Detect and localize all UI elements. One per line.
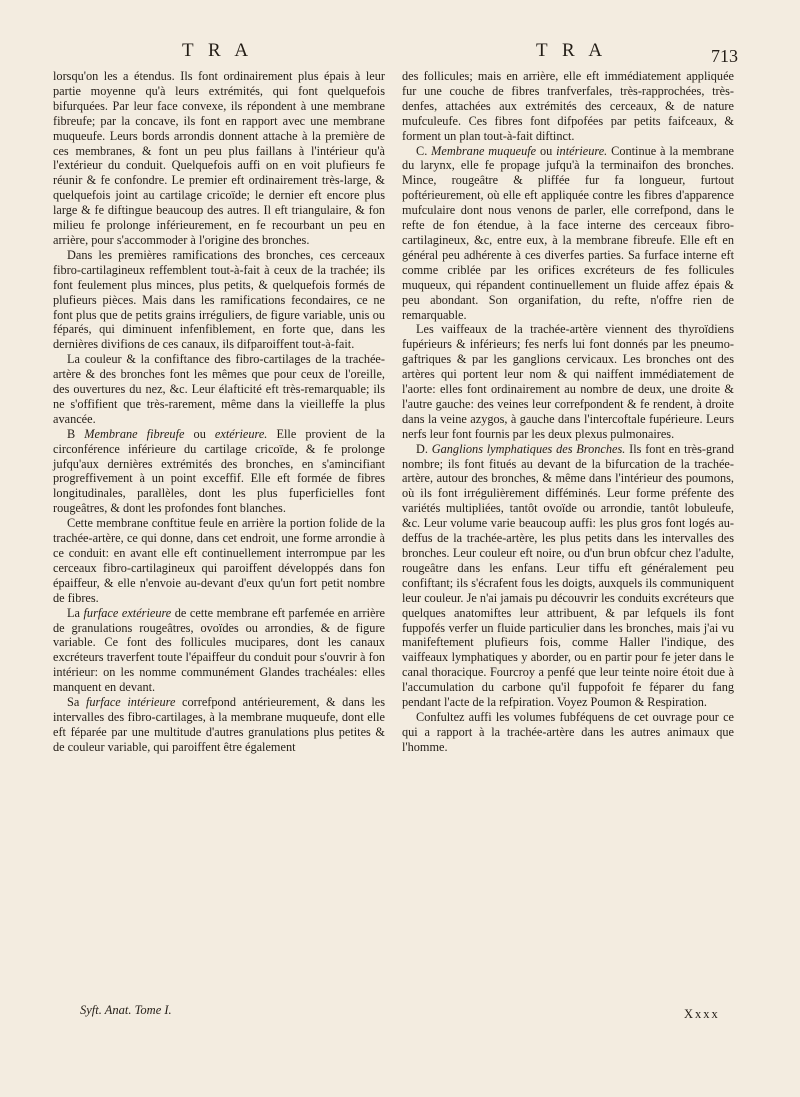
paragraph xyxy=(53,695,385,755)
running-head-left: T R A xyxy=(182,40,254,61)
paragraph-lead: D. xyxy=(416,441,428,456)
signature-mark: Xxxx xyxy=(684,1007,720,1021)
paragraph xyxy=(402,69,734,144)
left-column xyxy=(53,69,385,755)
paragraph-text: lorsqu'on les a étendus. Ils font ordinairement plus épais à leur partie moyenne qu'à leurs extrémités, qui font quelquefois bifurquées. Par leur face convexe, ils répondent à une membrane fibreufe; par la concave, ils font en rapport avec une membrane muqueufe. Leurs bords arrondis donnent attache à la première de ces membranes, & font un peu plus faillans à l'intérieur qu'à l'extérieur du conduit. Quelquefois auffi on en voit plufieurs fe réunir & fe confondre. Le premier eft ordinairement très-large, & quelquefois joint au cartilage cricoïde; le dernier eft encore plus large & fe diftingue beaucoup des autres. Il eft triangulaire, & fon milieu fe prolonge inférieurement, en fe recourbant un peu en arrière, pour s'accommoder à l'origine des bronches. xyxy=(53,69,385,247)
paragraph-text: correfpond antérieurement, & dans les intervalles des fibro-cartilages, à la membrane muqueufe, dont elle eft féparée par une multitude d'autres granulations plus petites & de couleur variable, qui paroiffent être également xyxy=(53,695,385,754)
paragraph-text: Ils font en très-grand nombre; ils font fitués au devant de la bifurcation de la trachée-artère, autour des bronches, & même dans l'intérieur des poumons, où ils font irrégulièrement difféminés. Leur forme préfente des variétés multipliées, tantôt ovoïde ou arrondie, tantôt lobuleufe, &c. Leur volume varie beaucoup auffi: les plus gros font logés au-deffus de la trachée-artère, les plus petits dans les intervalles des bronches. Leur couleur eft noire, ou d'un brun obfcur chez l'adulte, rougeâtre dans les enfans. Leur tiffu eft généralement peu confiftant; ils s'écrafent fous les doigts, auxquels ils communiquent leur couleur. Je n'ai jamais pu découvrir les conduits excréteurs que quelques anatomiftes leur attribuent, & par lefquels ils font fuppofés verfer un fluide particulier dans les bronches, mais j'ai vu manifeftement plufieurs fois, comme Haller l'indique, des vaiffeaux lymphatiques y aborder, ou en partir pour fe jeter dans le canal thoracique. Fourcroy a penfé que leur teinte noire étoit due à l'accumulation du carbone qu'il fuppofoit fe féparer du fang pendant l'acte de la refpiration. Voyez Poumon & Respiration. xyxy=(402,441,734,710)
paragraph-heading-alt: intérieure. xyxy=(556,143,608,158)
paragraph-text: Les vaiffeaux de la trachée-artère viennent des thyroïdiens fupérieurs & inférieurs; fes nerfs lui font donnés par les pneumo-gaftriques & par les ganglions cervicaux. Les bronches ont des artères qui portent leur nom & qui naiffent immédiatement de l'aorte: elles font ordinairement au nombre de deux, une droite & l'autre gauche: des veines leur correfpondent & fe rendent, à droite dans la veine azygos, à gauche dans l'intercoftale fupérieure. Leurs nerfs leur font fournis par les deux plexus pulmonaires. xyxy=(402,322,734,441)
paragraph-text: des follicules; mais en arrière, elle eft immédiatement appliquée fur une couche de fibres tranfverfales, très-rapprochées, très-denfes, attachées aux extrémités des cerceaux, & de nature mufculeufe. Ces fibres font difpofées par petits faifceaux, & forment un plan tout-à-fait diftinct. xyxy=(402,69,734,143)
paragraph xyxy=(53,248,385,352)
paragraph-lead: La xyxy=(67,605,80,620)
paragraph-connector: ou xyxy=(536,143,557,158)
paragraph-text: Cette membrane conftitue feule en arrière la portion folide de la trachée-artère, ce qui donne, dans cet endroit, une forme arrondie à ce conduit: en avant elle eft continuellement interrompue par les cerceaux fibro-cartilagineux qui paroiffent développés dans fon épaiffeur, & elle n'envoie au-devant d'eux qu'un fort petit nombre de fibres. xyxy=(53,516,385,605)
paragraph xyxy=(53,69,385,248)
paragraph-text: La couleur & la confiftance des fibro-cartilages de la trachée-artère & des bronches font les mêmes que pour ceux de l'oreille, des ouvertures du nez, &c. Leur élafticité eft très-remarquable; ils ne s'offifient que très-rarement, même dans la vieilleffe la plus avancée. xyxy=(53,352,385,426)
paragraph xyxy=(402,442,734,710)
paragraph-connector: ou xyxy=(184,426,215,441)
paragraph-heading: Ganglions lymphatiques des Bronches. xyxy=(431,441,626,456)
running-head-right: T R A xyxy=(536,40,608,61)
paragraph-heading: Membrane muqueufe xyxy=(431,143,537,158)
paragraph-text: Continue à la membrane du larynx, elle fe propage jufqu'à la terminaifon des bronches. Mince, rougeâtre & pliffée fur fa longueur, furtout poftérieurement, où elle eft appliquée contre les fibres d'apparence mufculaire dont nous venons de parler, elle correfpond, dans le refte de fon étendue, à la face interne des cerceaux fibro-cartilagineux, &c, entre eux, à la membrane fibreufe. Elle eft en général peu adhérente à ces diverfes parties. Sa furface interne eft comme criblée par les orifices excréteurs de fes follicules muqueux, qui répandent continuellement un fluide affez épais & peu abondant. Son organifation, du refte, n'offre rien de remarquable. xyxy=(402,143,735,322)
right-column xyxy=(402,69,734,755)
paragraph-text: Elle provient de la circonférence inférieure du cartilage cricoïde, & fe prolonge jufqu'aux dernières extrémités des bronches, en s'amincifiant progreffivement à un point exceffif. Elle eft formée de fibres longitudinales, parallèles, dont les plus fuperficielles font rougeâtres, & dont les profondes font blanches. xyxy=(53,426,385,516)
paragraph-lead: B xyxy=(67,426,76,441)
paragraph xyxy=(402,710,734,755)
paragraph xyxy=(402,144,734,323)
paragraph-lead: C. xyxy=(416,143,428,158)
paragraph-text: de cette membrane eft parfemée en arrière de granulations rougeâtres, ovoïdes ou arrondies, & de figure variable. Ce font des follicules mucipares, dont les canaux excréteurs traverfent toute l'épaiffeur du conduit pour s'ouvrir à fon intérieur: on les nomme communément Glandes trachéales: elles manquent en devant. xyxy=(53,605,386,695)
page-number: 713 xyxy=(711,46,738,66)
paragraph xyxy=(53,516,385,605)
paragraph xyxy=(53,427,385,516)
paragraph xyxy=(53,606,385,695)
paragraph-lead: Sa xyxy=(67,695,80,710)
paragraph-heading: Membrane fibreufe xyxy=(84,426,185,441)
paragraph-text: Confultez auffi les volumes fubféquens de cet ouvrage pour ce qui a rapport à la trachée-artère dans les autres animaux que l'homme. xyxy=(402,709,734,754)
paragraph-text: Dans les premières ramifications des bronches, ces cerceaux fibro-cartilagineux reffemblent tout-à-fait à ceux de la trachée; ils font feulement plus minces, plus petits, & quelquefois formés de plufieurs pièces. Mais dans les ramifications fecondaires, ce ne font plus que de petits grains irréguliers, de figure variable, unis ou féparés, qui diminuent infenfiblement, en forte que, dans les dernières divifions de ces canaux, ils difparoiffent tout-à-fait. xyxy=(53,247,385,352)
paragraph-heading: furface intérieure xyxy=(85,695,176,710)
paragraph-heading: furface extérieure xyxy=(83,605,172,620)
signature-note: Syft. Anat. Tome I. xyxy=(80,1003,172,1017)
paragraph xyxy=(53,352,385,427)
paragraph-heading-alt: extérieure. xyxy=(214,426,268,441)
paragraph xyxy=(402,322,734,441)
